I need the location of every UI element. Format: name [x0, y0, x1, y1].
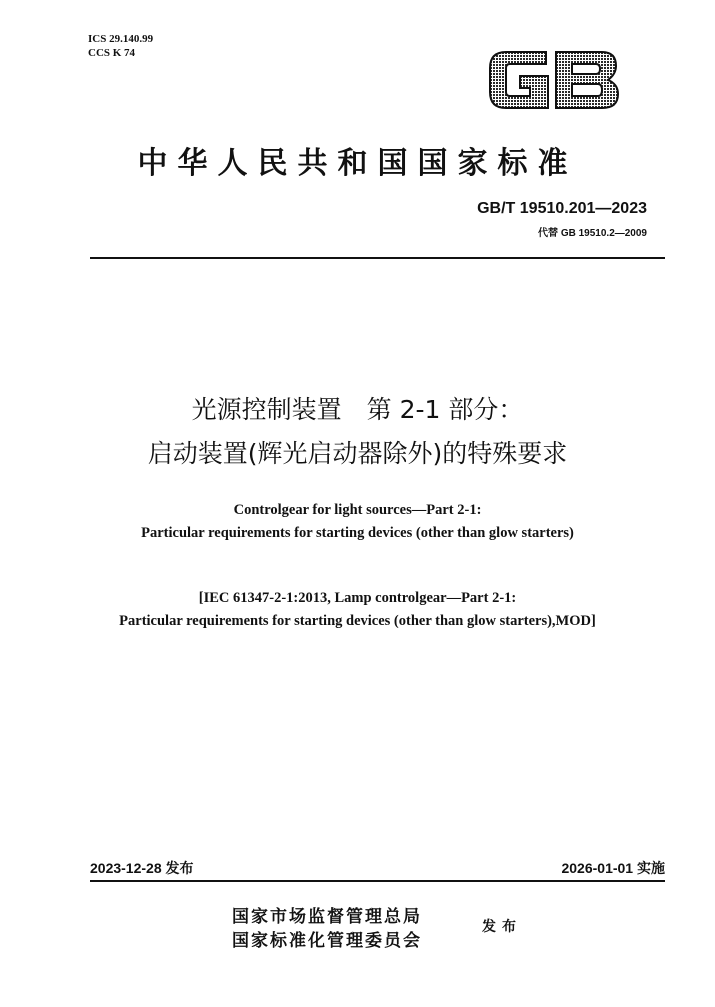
title-en-line1: Controlgear for light sources—Part 2-1:	[233, 502, 482, 518]
bottom-divider	[90, 880, 665, 882]
agency-title: 中华人民共和国国家标准	[137, 146, 578, 181]
issued-label: 发布	[482, 919, 522, 935]
top-divider	[90, 257, 665, 259]
iec-ref-line2: Particular requirements for starting devices (other than glow starters),MOD]	[119, 613, 596, 629]
classification-codes	[88, 32, 153, 60]
title-en-line2: Particular requirements for starting devices (other than glow starters)	[141, 525, 574, 541]
issuer-sac: 国家标准化管理委员会	[232, 931, 422, 951]
replaces-standard: 代替 GB 19510.2—2009	[538, 228, 647, 239]
issue-date: 2023-12-28 发布	[90, 860, 194, 876]
implement-date: 2026-01-01 实施	[561, 860, 665, 876]
standard-number: GB/T 19510.201—2023	[477, 200, 647, 217]
title-cn-line1: 光源控制装置 第 2-1 部分：	[191, 395, 524, 424]
issuer-samr: 国家市场监督管理总局	[232, 907, 422, 927]
title-cn-line2: 启动装置(辉光启动器除外)的特殊要求	[147, 439, 568, 468]
ics-code: ICS 29.140.99	[88, 33, 154, 45]
gb-logo-icon	[484, 40, 622, 120]
ccs-code: CCS K 74	[88, 47, 136, 59]
iec-ref-line1: [IEC 61347-2-1:2013, Lamp controlgear—Part 2-1:	[198, 590, 517, 606]
